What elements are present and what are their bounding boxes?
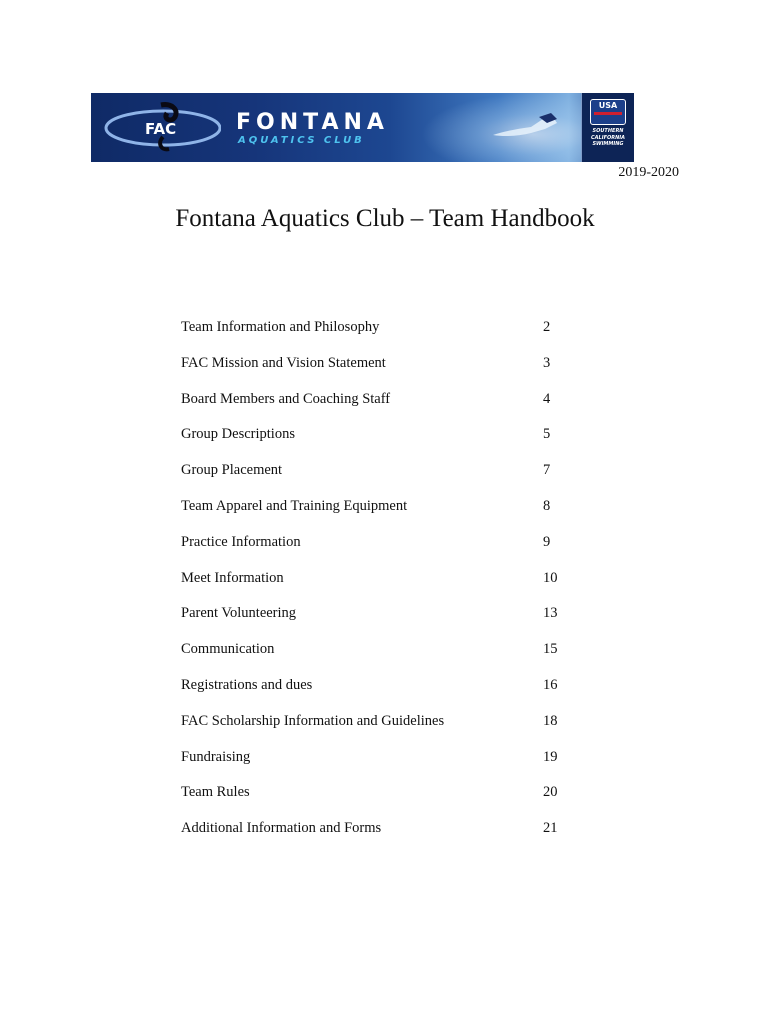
region-line: CALIFORNIA [590,134,626,141]
usa-swimming-badge [581,93,634,162]
toc-label: Practice Information [181,533,301,550]
toc-page: 8 [543,497,551,514]
toc-entry [181,563,561,599]
toc-entry [181,742,561,778]
toc-page: 10 [543,569,558,586]
toc-label: Board Members and Coaching Staff [181,390,391,407]
toc-label: FAC Mission and Vision Statement [181,354,386,371]
toc-entry [181,312,561,348]
toc-entry [181,527,561,563]
fac-logo-icon [101,101,221,153]
logo-text: FAC [145,120,177,138]
toc-page: 19 [543,748,558,765]
toc-page: 16 [543,676,558,693]
toc-entry [181,455,561,491]
toc-entry [181,419,561,455]
usa-swimming-icon [590,99,626,125]
toc-entry [181,634,561,670]
toc-page: 20 [543,784,558,801]
toc-label: Team Information and Philosophy [181,319,380,335]
toc-entry [181,670,561,706]
header-banner [91,93,634,162]
toc-page: 3 [543,354,551,371]
toc-page: 4 [543,390,551,407]
toc-page: 15 [543,641,558,658]
toc-label: Additional Information and Forms [181,820,382,837]
toc-entry [181,706,561,742]
toc-label: Fundraising [181,748,251,765]
toc-page: 9 [543,533,551,550]
toc-entry [181,491,561,527]
toc-page: 21 [543,820,558,837]
club-name-logo: FONTANA [236,110,389,135]
toc-page: 2 [543,319,551,335]
toc-label: Team Rules [181,784,250,801]
region-line: SWIMMING [592,141,624,147]
toc-entry [181,813,561,849]
toc-label: Team Apparel and Training Equipment [181,497,408,514]
club-subtitle-logo: AQUATICS CLUB [238,135,365,146]
toc-label: Group Descriptions [181,426,295,443]
toc-label: Parent Volunteering [181,605,297,622]
swimmer-icon [491,111,561,141]
toc-page: 18 [543,712,558,729]
toc-label: Meet Information [181,569,284,586]
document-title: Fontana Aquatics Club – Team Handbook [175,205,595,232]
toc-page: 7 [543,462,551,479]
table-of-contents [181,312,561,849]
toc-entry [181,598,561,634]
toc-entry [181,384,561,420]
season-year: 2019-2020 [618,165,679,180]
toc-label: Registrations and dues [181,676,313,693]
toc-page: 5 [543,426,551,443]
usa-label: USA [598,101,618,110]
toc-label: FAC Scholarship Information and Guidelines [181,712,445,729]
region-name [584,128,632,148]
toc-page: 13 [543,605,558,622]
toc-label: Group Placement [181,462,283,479]
toc-entry [181,348,561,384]
toc-label: Communication [181,641,275,658]
toc-entry [181,777,561,813]
region-line: SOUTHERN [592,128,624,134]
